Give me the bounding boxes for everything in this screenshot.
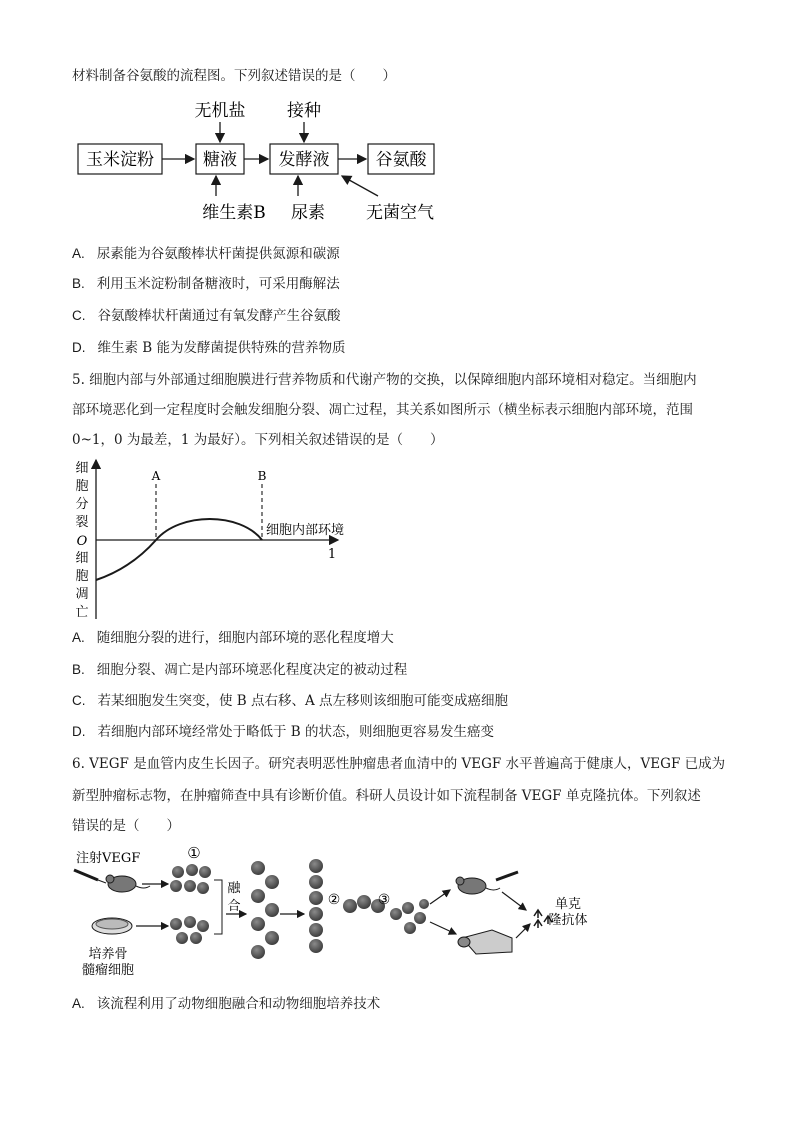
q5-option-d: D. 若细胞内部环境经常处于略低于 B 的状态，则细胞更容易发生癌变 [72, 724, 495, 740]
point-a-label: A [151, 469, 161, 483]
fused-cells-column [251, 861, 279, 959]
q4-option-a: A. 尿素能为谷氨酸棒状杆菌提供氮源和碳源 [72, 246, 340, 262]
svg-text:培养骨: 培养骨 [88, 947, 128, 962]
svg-text:胞: 胞 [75, 479, 89, 494]
inject-label: 注射VEGF [76, 851, 141, 866]
culture-flask-icon [458, 930, 512, 954]
q4-option-c: C. 谷氨酸棒状杆菌通过有氧发酵产生谷氨酸 [72, 308, 341, 324]
syringe-icon-2 [496, 872, 518, 880]
flow-bottom-urea: 尿素 [291, 203, 325, 223]
q5-option-a: A. 随细胞分裂的进行，细胞内部环境的恶化程度增大 [72, 630, 394, 646]
q5-option-b: B. 细胞分裂、凋亡是内部环境恶化程度决定的被动过程 [72, 662, 408, 678]
svg-text:胞: 胞 [75, 569, 89, 584]
q6-diagram [72, 842, 612, 982]
origin-label: O [76, 534, 88, 549]
point-b-label: B [257, 469, 267, 483]
x-end-label: 1 [327, 547, 337, 562]
step-2-label: ② [327, 892, 341, 908]
q6-stem-line2: 新型肿瘤标志物，在肿瘤筛查中具有诊断价值。科研人员设计如下流程制备 VEGF 单克隆抗体。下列叙述 [72, 788, 701, 804]
svg-text:分: 分 [75, 497, 89, 512]
svg-text:裂: 裂 [75, 515, 89, 530]
myeloma-cells [170, 916, 209, 944]
q5-stem-line2: 部环境恶化到一定程度时会触发细胞分裂、凋亡过程，其关系如图所示（横坐标表示细胞内部环境，范围 [72, 402, 693, 418]
syringe-icon [74, 870, 106, 883]
flow-bottom-vitamin: 维生素B [202, 203, 266, 223]
svg-text:凋: 凋 [75, 587, 89, 602]
q6-stem-line1: 6. VEGF 是血管内皮生长因子。研究表明恶性肿瘤患者血清中的 VEGF 水平普遍高于健康人，VEGF 已成为 [72, 756, 726, 772]
flow-box-sugar-label: 糖液 [203, 150, 237, 170]
step-1-label: ① [187, 844, 201, 862]
q5-stem-line1: 5. 细胞内部与外部通过细胞膜进行营养物质和代谢产物的交换，以保障细胞内部环境相对稳定。当细胞内 [72, 372, 697, 388]
step-3-label: ③ [377, 892, 391, 908]
q6-stem-line3: 错误的是（ ） [72, 818, 180, 834]
flow-bottom-air: 无菌空气 [366, 203, 434, 223]
flow-top-salt: 无机盐 [194, 101, 246, 121]
svg-text:融: 融 [227, 881, 241, 896]
svg-text:细: 细 [75, 461, 89, 476]
flow-box-ferment-label: 发酵液 [278, 150, 330, 170]
svg-text:隆抗体: 隆抗体 [548, 913, 588, 928]
q4-option-d: D. 维生素 B 能为发酵菌提供特殊的营养物质 [72, 340, 346, 356]
svg-text:髓瘤细胞: 髓瘤细胞 [81, 963, 135, 978]
q4-stem-tail: 材料制备谷氨酸的流程图。下列叙述错误的是（ ） [72, 68, 396, 84]
flow-top-inoculate: 接种 [287, 101, 321, 121]
flow-box-glutamate-label: 谷氨酸 [375, 150, 427, 170]
q4-option-b: B. 利用玉米淀粉制备糖液时，可采用酶解法 [72, 276, 340, 292]
spleen-cells [170, 864, 211, 894]
petri-dish-icon [92, 918, 132, 934]
flow-box-corn-starch-label: 玉米淀粉 [86, 150, 154, 170]
cloned-cells [390, 899, 429, 934]
svg-text:合: 合 [227, 899, 241, 914]
q5-option-c: C. 若某细胞发生突变，使 B 点右移、A 点左移则该细胞可能变成癌细胞 [72, 693, 509, 709]
response-curve [96, 519, 262, 580]
hybridoma-cells-column [309, 859, 323, 953]
svg-text:单克: 单克 [554, 897, 582, 912]
q5-stem-line3: 0~1，0 为最差，1 为最好）。下列相关叙述错误的是（ ） [72, 432, 444, 448]
mouse-icon-2 [456, 877, 500, 894]
x-axis-label: 细胞内部环境 [266, 523, 345, 538]
q6-option-a: A. 该流程利用了动物细胞融合和动物细胞培养技术 [72, 996, 381, 1012]
q4-flowchart [70, 92, 450, 227]
svg-text:细: 细 [75, 551, 89, 566]
svg-text:亡: 亡 [75, 605, 89, 620]
q5-graph [70, 454, 370, 624]
